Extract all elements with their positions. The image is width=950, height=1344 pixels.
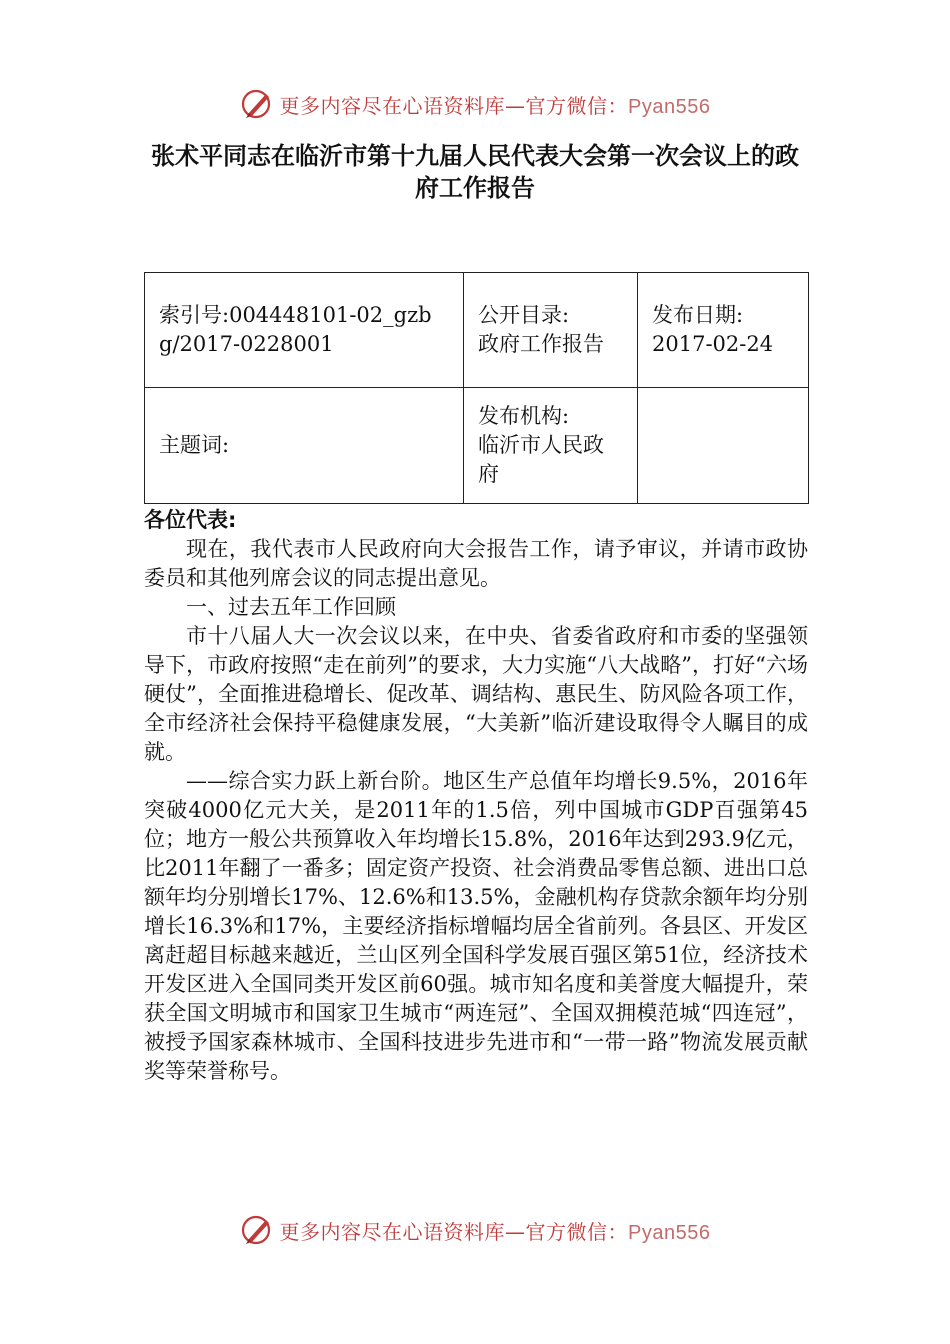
index-value: 004448101-02_gzbg/2017-0228001 <box>159 303 432 356</box>
date-cell <box>638 273 809 388</box>
empty-cell <box>638 388 809 504</box>
watermark-banner-bottom <box>0 1210 950 1250</box>
watermark-banner-top <box>0 84 950 124</box>
watermark-text: 更多内容尽在心语资料库—官方微信：Pyan556 <box>279 93 711 118</box>
paragraph: ——综合实力跃上新台阶。地区生产总值年均增长9.5%，2016年突破4000亿元大关，是2011年的1.5倍，列中国城市GDP百强第45位；地方一般公共预算收入年均增长15.8%，2016年达到293.9亿元，比2011年翻了一番多；固定资产投资、社会消费品零售总额、进出口总额年均分别增长17%、12.6%和13.5%，金融机构存贷款余额年均分别增长16.3%和17%，主要经济指标增幅均居全省前列。各县区、开发区离赶超目标越来越近，兰山区列全国科学发展百强区第51位，经济技术开发区进入全国同类开发区前60强。城市知名度和美誉度大幅提升，荣获全国文明城市和国家卫生城市“两连冠”、全国双拥模范城“四连冠”，被授予国家森林城市、全国科技进步先进市和“一带一路”物流发展贡献奖等荣誉称号。 <box>144 769 808 1083</box>
publisher-value: 临沂市人民政府 <box>478 433 604 486</box>
metadata-table <box>144 272 809 504</box>
publisher-label: 发布机构: <box>478 404 570 428</box>
index-cell <box>145 273 464 388</box>
paragraph: 市十八届人大一次会议以来，在中央、省委省政府和市委的坚强领导下，市政府按照“走在前列”的要求，大力实施“八大战略”，打好“六场硬仗”，全面推进稳增长、促改革、调结构、惠民生、防风险各项工作，全市经济社会保持平稳健康发展，“大美新”临沂建设取得令人瞩目的成就。 <box>144 624 808 764</box>
paragraph: 现在，我代表市人民政府向大会报告工作，请予审议，并请市政协委员和其他列席会议的同志提出意见。 <box>144 537 808 590</box>
catalog-value: 政府工作报告 <box>478 332 604 356</box>
keywords-label: 主题词: <box>159 433 230 457</box>
greeting: 各位代表: <box>144 508 237 532</box>
pen-logo-icon <box>240 87 274 121</box>
section-heading: 一、过去五年工作回顾 <box>186 595 396 619</box>
publisher-cell <box>464 388 638 504</box>
watermark-text: 更多内容尽在心语资料库—官方微信：Pyan556 <box>279 1219 711 1244</box>
date-label: 发布日期: <box>652 303 744 327</box>
document-title: 张术平同志在临沂市第十九届人民代表大会第一次会议上的政府工作报告 <box>151 142 799 202</box>
catalog-cell <box>464 273 638 388</box>
report-body <box>144 506 808 1086</box>
keywords-cell <box>145 388 464 504</box>
date-value: 2017-02-24 <box>652 332 774 356</box>
index-label: 索引号: <box>159 303 230 327</box>
pen-logo-icon <box>240 1213 274 1247</box>
catalog-label: 公开目录: <box>478 303 570 327</box>
